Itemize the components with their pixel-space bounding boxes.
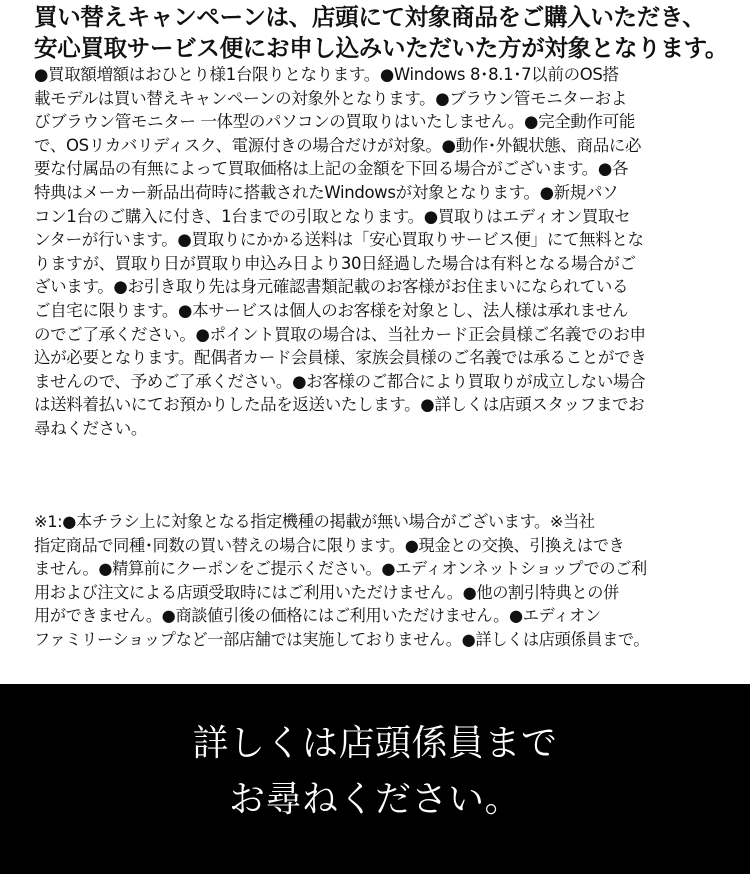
headline-line: 買い替えキャンペーンは、店頭にて対象商品をご購入いただき、 [34, 3, 706, 31]
notes-line: りますが、買取り日が買取り申込み日より30日経過した場合は有料となる場合がご [34, 253, 636, 273]
notes-line: で、OSリカバリディスク、電源付きの場合だけが対象。●動作･外観状態、商品に必 [34, 135, 642, 155]
footnote-line: ファミリーショップなど一部店舗では実施しておりません。●詳しくは店頭係員まで。 [34, 629, 650, 649]
notes-line: ご自宅に限ります。●本サービスは個人のお客様を対象とし、法人様は承れません [34, 300, 629, 320]
notes-line: ンターが行います。●買取りにかかる送料は「安心買取りサービス便」にて無料とな [34, 230, 644, 250]
footnote-line: ません。●精算前にクーポンをご提示ください。●エディオンネットショップでのご利 [34, 559, 647, 579]
campaign-notes [34, 63, 718, 441]
footnote-line: ※1:●本チラシ上に対象となる指定機種の掲載が無い場合がございます。※当社 [34, 512, 595, 531]
notes-line: 要な付属品の有無によって買取価格は上記の金額を下回る場合がございます。●各 [34, 159, 629, 179]
notes-line: 特典はメーカー新品出荷時に搭載されたWindowsが対象となります。●新規パソ [34, 182, 619, 202]
notes-line: 込が必要となります。配偶者カード会員様、家族会員様のご名義では承ることができ [34, 348, 647, 368]
notes-line: は送料着払いにてお預かりした品を返送いたします。●詳しくは店頭スタッフまでお [34, 395, 645, 415]
banner-line: 詳しくは店頭係員まで [192, 723, 558, 764]
headline-line: 安心買取サービス便にお申し込みいただいた方が対象となります。 [34, 34, 729, 62]
notes-line: コン1台のご購入に付き、1台までの引取となります。●買取りはエディオン買取セ [34, 206, 631, 226]
banner-line: お尋ねください。 [228, 779, 521, 820]
notes-line: 載モデルは買い替えキャンペーンの対象外となります。●ブラウン管モニターおよ [34, 88, 627, 108]
notes-line: ●買取額増額はおひとり様1台限りとなります。●Windows 8･8.1･7以前のOS搭 [34, 65, 619, 84]
notes-line: ませんので、予めご了承ください。●お客様のご都合により買取りが成立しない場合 [34, 371, 646, 391]
footnote-line: 指定商品で同種･同数の買い替えの場合に限ります。●現金との交換、引換えはでき [34, 535, 625, 555]
notes-line: ざいます。●お引き取り先は身元確認書類記載のお客様がお住まいになられている [34, 277, 629, 297]
inquiry-banner [0, 684, 750, 874]
notes-line: びブラウン管モニター 一体型のパソコンの買取りはいたしません。●完全動作可能 [34, 112, 636, 132]
footnote-line: 用ができません。●商談値引後の価格にはご利用いただけません。●エディオン [34, 606, 601, 626]
notes-line: 尋ねください。 [34, 418, 148, 438]
notes-line: のでご了承ください。●ポイント買取の場合は、当社カード正会員様ご名義でのお申 [34, 324, 646, 344]
campaign-headline [34, 2, 729, 64]
banner-message [0, 716, 750, 828]
footnote-line: 用および注文による店頭受取時にはご利用いただけません。●他の割引特典との併 [34, 582, 619, 602]
coupon-footnote [34, 510, 718, 652]
